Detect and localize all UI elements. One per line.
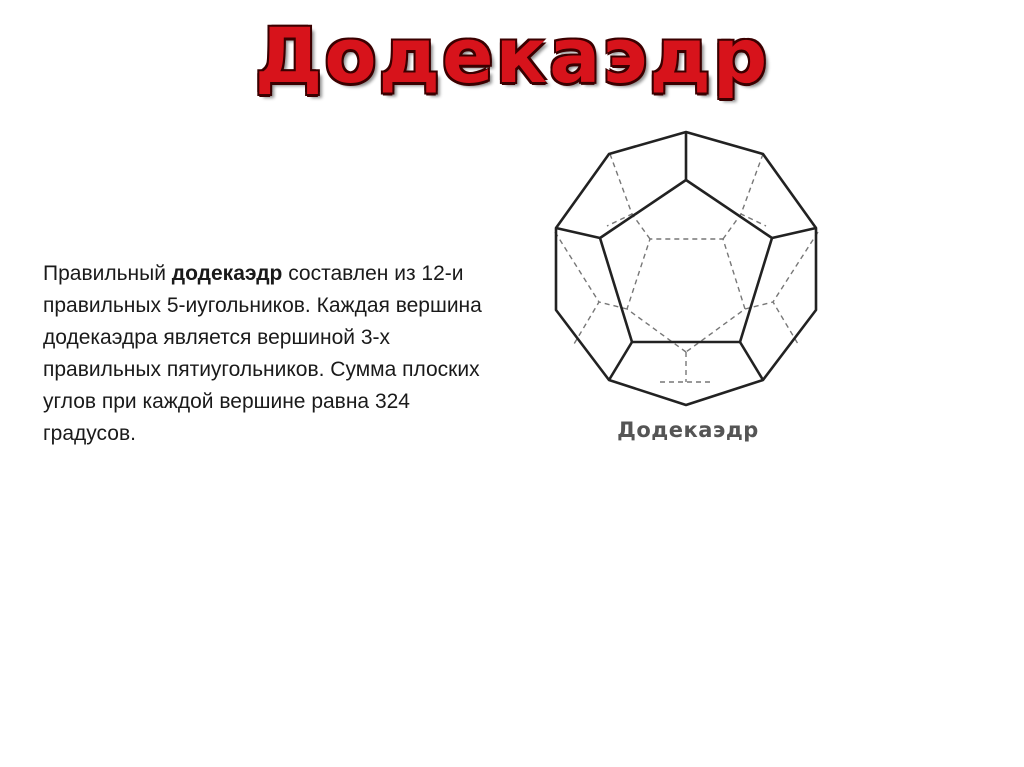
hidden-edge-3 bbox=[632, 214, 650, 239]
description-bold-term: додекаэдр bbox=[171, 262, 283, 285]
description-text bbox=[43, 258, 483, 450]
hidden-edge-9 bbox=[773, 232, 818, 344]
back-pentagon bbox=[627, 239, 745, 352]
hidden-edge-4 bbox=[723, 214, 741, 239]
front-edge-2 bbox=[772, 228, 816, 238]
front-edge-3 bbox=[740, 342, 763, 380]
figure-caption: Додекаэдр bbox=[617, 418, 759, 442]
front-pentagon bbox=[600, 180, 772, 342]
hidden-edge-7 bbox=[741, 154, 766, 226]
hidden-edges bbox=[555, 154, 818, 382]
hidden-edge-8 bbox=[555, 232, 599, 344]
description-part-1: Правильный bbox=[43, 262, 172, 285]
slide-title: Додекаэдр bbox=[254, 11, 770, 100]
hidden-edge-6 bbox=[607, 154, 632, 226]
front-edge-5 bbox=[556, 228, 600, 238]
front-edge-4 bbox=[609, 342, 632, 380]
dodecahedron-figure bbox=[548, 124, 828, 414]
description-part-2: составлен из 12-и правильных 5-иугольников. Каждая вершина додекаэдра является вершиной 3-х правильных пятиугольников. Сумма плоских углов при каждой вершине равна 324 градусов. bbox=[43, 262, 482, 445]
dodecahedron-drawing bbox=[548, 124, 828, 414]
